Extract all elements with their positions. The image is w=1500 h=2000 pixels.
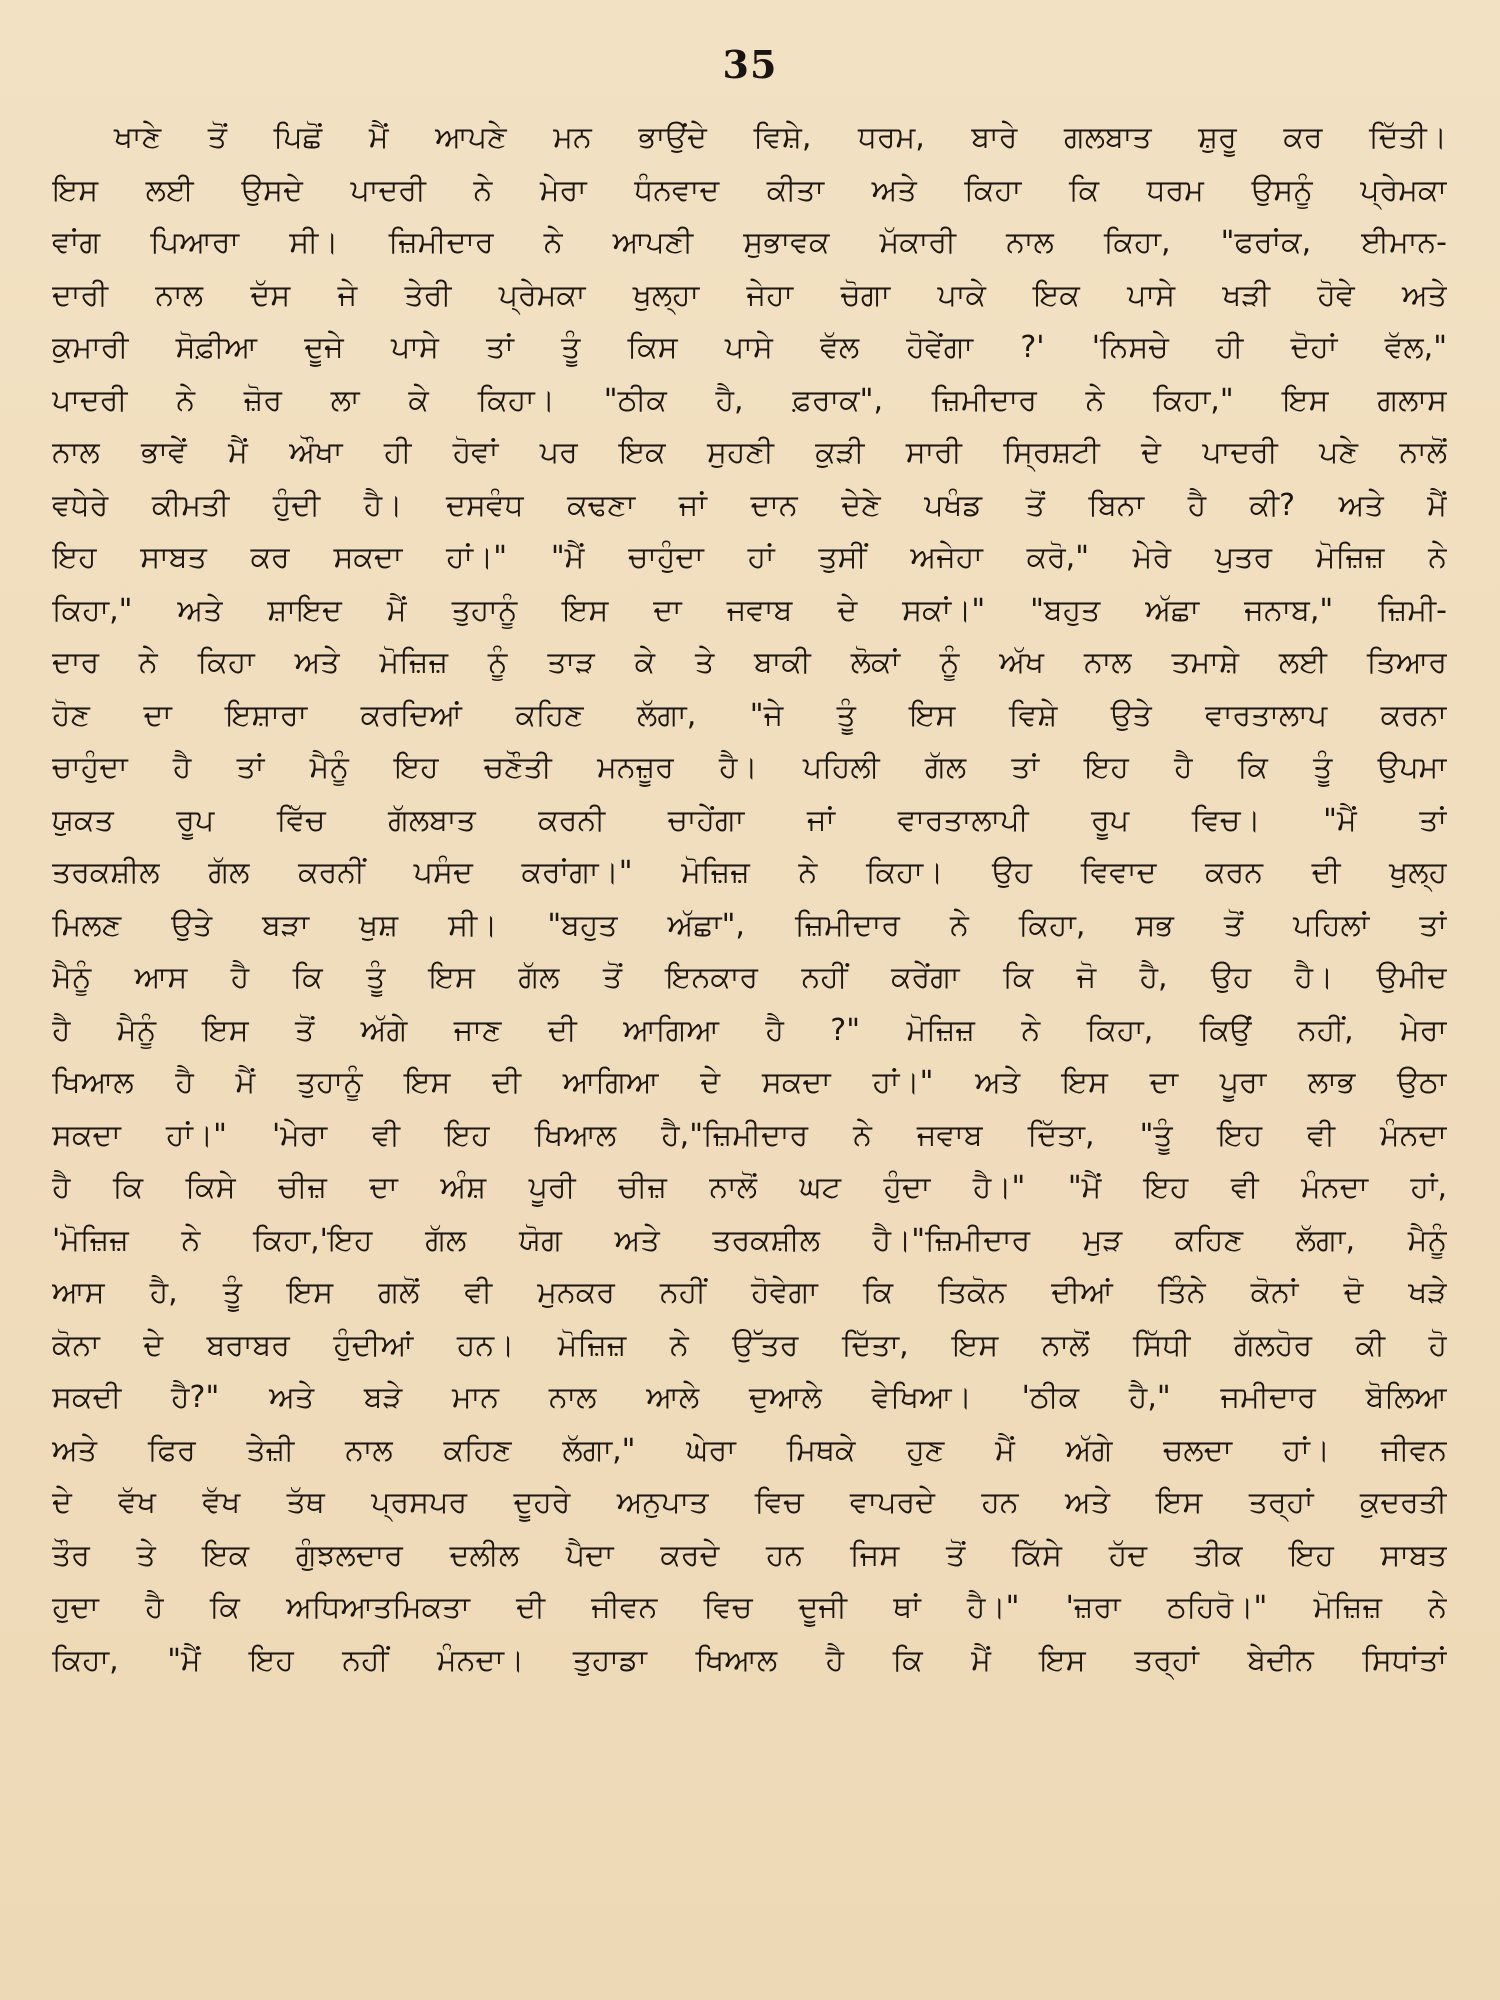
text-line: 'ਮੋਜ਼ਿਜ਼ ਨੇ ਕਿਹਾ,'ਇਹ ਗੱਲ ਯੋਗ ਅਤੇ ਤਰਕਸ਼ੀਲ ਹੈ।"ਜ਼ਿਮੀਦਾਰ ਮੁੜ ਕਹਿਣ ਲੱਗਾ, ਮੈਨੂੰ <box>52 1222 1447 1258</box>
text-line: ਚਾਹੁੰਦਾ ਹੈ ਤਾਂ ਮੈਨੂੰ ਇਹ ਚਣੌਤੀ ਮਨਜ਼ੂਰ ਹੈ। ਪਹਿਲੀ ਗੱਲ ਤਾਂ ਇਹ ਹੈ ਕਿ ਤੂੰ ਉਪਮਾ <box>52 750 1447 785</box>
text-line: ਖਾਣੇ ਤੋਂ ਪਿਛੋਂ ਮੈਂ ਆਪਣੇ ਮਨ ਭਾਉਂਦੇ ਵਿਸ਼ੇ, ਧਰਮ, ਬਾਰੇ ਗਲਬਾਤ ਸ਼ੁਰੂ ਕਰ ਦਿੱਤੀ। <box>114 120 1447 155</box>
text-line: ਕਿਹਾ," ਅਤੇ ਸ਼ਾਇਦ ਮੈਂ ਤੁਹਾਨੂੰ ਇਸ ਦਾ ਜਵਾਬ ਦੇ ਸਕਾਂ।" "ਬਹੁਤ ਅੱਛਾ ਜਨਾਬ," ਜ਼ਿਮੀ- <box>52 592 1447 628</box>
text-line: ਖਿਆਲ ਹੈ ਮੈਂ ਤੁਹਾਨੂੰ ਇਸ ਦੀ ਆਗਿਆ ਦੇ ਸਕਦਾ ਹਾਂ।" ਅਤੇ ਇਸ ਦਾ ਪੂਰਾ ਲਾਭ ਉਠਾ <box>52 1065 1447 1100</box>
text-line: ਅਤੇ ਫਿਰ ਤੇਜ਼ੀ ਨਾਲ ਕਹਿਣ ਲੱਗਾ," ਘੇਰਾ ਮਿਥਕੇ ਹੁਣ ਮੈਂ ਅੱਗੇ ਚਲਦਾ ਹਾਂ। ਜੀਵਨ <box>52 1432 1447 1468</box>
text-line: ਵਾਂਗ ਪਿਆਰਾ ਸੀ। ਜ਼ਿਮੀਦਾਰ ਨੇ ਆਪਣੀ ਸੁਭਾਵਕ ਮੱਕਾਰੀ ਨਾਲ ਕਿਹਾ, "ਫਰਾਂਕ, ਈਮਾਨ- <box>52 225 1447 260</box>
text-line: ਹੈ ਕਿ ਕਿਸੇ ਚੀਜ਼ ਦਾ ਅੰਸ਼ ਪੂਰੀ ਚੀਜ਼ ਨਾਲੋਂ ਘਟ ਹੁੰਦਾ ਹੈ।" "ਮੈਂ ਇਹ ਵੀ ਮੰਨਦਾ ਹਾਂ, <box>52 1170 1447 1205</box>
text-line: ਹੁਦਾ ਹੈ ਕਿ ਅਧਿਆਤਮਿਕਤਾ ਦੀ ਜੀਵਨ ਵਿਚ ਦੂਜੀ ਥਾਂ ਹੈ।" 'ਜ਼ਰਾ ਠਹਿਰੋ।" ਮੋਜ਼ਿਜ਼ ਨੇ <box>52 1590 1447 1625</box>
text-line: ਇਹ ਸਾਬਤ ਕਰ ਸਕਦਾ ਹਾਂ।" "ਮੈਂ ਚਾਹੁੰਦਾ ਹਾਂ ਤੁਸੀਂ ਅਜੇਹਾ ਕਰੋ," ਮੇਰੇ ਪੁਤਰ ਮੋਜ਼ਿਜ਼ ਨੇ <box>52 540 1447 575</box>
text-line: ਇਸ ਲਈ ਉਸਦੇ ਪਾਦਰੀ ਨੇ ਮੇਰਾ ਧੰਨਵਾਦ ਕੀਤਾ ਅਤੇ ਕਿਹਾ ਕਿ ਧਰਮ ਉਸਨੂੰ ਪ੍ਰੇਮਕਾ <box>52 172 1447 208</box>
text-line: ਕੁਮਾਰੀ ਸੋਫ਼ੀਆ ਦੂਜੇ ਪਾਸੇ ਤਾਂ ਤੂੰ ਕਿਸ ਪਾਸੇ ਵੱਲ ਹੋਵੇਂਗਾ ?' 'ਨਿਸਚੇ ਹੀ ਦੋਹਾਂ ਵੱਲ," <box>52 330 1447 365</box>
text-line: ਆਸ ਹੈ, ਤੂੰ ਇਸ ਗਲੋਂ ਵੀ ਮੁਨਕਰ ਨਹੀਂ ਹੋਵੇਗਾ ਕਿ ਤਿਕੋਨ ਦੀਆਂ ਤਿੰਨੇ ਕੋਨਾਂ ਦੋ ਖੜੇ <box>52 1275 1447 1310</box>
text-line: ਦਾਰ ਨੇ ਕਿਹਾ ਅਤੇ ਮੋਜ਼ਿਜ਼ ਨੂੰ ਤਾੜ ਕੇ ਤੇ ਬਾਕੀ ਲੋਕਾਂ ਨੂੰ ਅੱਖ ਨਾਲ ਤਮਾਸ਼ੇ ਲਈ ਤਿਆਰ <box>52 645 1447 680</box>
text-line: ਦਾਰੀ ਨਾਲ ਦੱਸ ਜੇ ਤੇਰੀ ਪ੍ਰੇਮਕਾ ਖੁਲ੍ਹਾ ਜੇਹਾ ਚੋਗਾ ਪਾਕੇ ਇਕ ਪਾਸੇ ਖੜੀ ਹੋਵੇ ਅਤੇ <box>52 277 1447 313</box>
text-line: ਮਿਲਣ ਉਤੇ ਬੜਾ ਖੁਸ਼ ਸੀ। "ਬਹੁਤ ਅੱਛਾ", ਜ਼ਿਮੀਦਾਰ ਨੇ ਕਿਹਾ, ਸਭ ਤੋਂ ਪਹਿਲਾਂ ਤਾਂ <box>52 907 1447 943</box>
text-line: ਵਧੇਰੇ ਕੀਮਤੀ ਹੁੰਦੀ ਹੈ। ਦਸਵੰਧ ਕਢਣਾ ਜਾਂ ਦਾਨ ਦੇਣੇ ਪਖੰਡ ਤੋਂ ਬਿਨਾ ਹੈ ਕੀ? ਅਤੇ ਮੈਂ <box>52 487 1447 523</box>
text-line: ਤੌਰ ਤੇ ਇਕ ਗੁੰਝਲਦਾਰ ਦਲੀਲ ਪੈਦਾ ਕਰਦੇ ਹਨ ਜਿਸ ਤੋਂ ਕਿੱਸੇ ਹੱਦ ਤੀਕ ਇਹ ਸਾਬਤ <box>52 1537 1447 1573</box>
text-line: ਸਕਦੀ ਹੈ?" ਅਤੇ ਬੜੇ ਮਾਨ ਨਾਲ ਆਲੇ ਦੁਆਲੇ ਵੇਖਿਆ। 'ਠੀਕ ਹੈ," ਜਮੀਦਾਰ ਬੋਲਿਆ <box>52 1380 1447 1415</box>
body-text <box>52 112 1447 1687</box>
text-line: ਸਕਦਾ ਹਾਂ।" 'ਮੇਰਾ ਵੀ ਇਹ ਖਿਆਲ ਹੈ,"ਜ਼ਿਮੀਦਾਰ ਨੇ ਜਵਾਬ ਦਿੱਤਾ, "ਤੂੰ ਇਹ ਵੀ ਮੰਨਦਾ <box>52 1117 1447 1153</box>
text-line: ਤਰਕਸ਼ੀਲ ਗੱਲ ਕਰਨੀਂ ਪਸੰਦ ਕਰਾਂਗਾ।" ਮੋਜ਼ਿਜ਼ ਨੇ ਕਿਹਾ। ਉਹ ਵਿਵਾਦ ਕਰਨ ਦੀ ਖੁਲ੍ਹ <box>52 855 1447 890</box>
text-line: ਯੁਕਤ ਰੂਪ ਵਿੱਚ ਗੱਲਬਾਤ ਕਰਨੀ ਚਾਹੇਂਗਾ ਜਾਂ ਵਾਰਤਾਲਾਪੀ ਰੂਪ ਵਿਚ। "ਮੈਂ ਤਾਂ <box>52 802 1447 838</box>
text-line: ਦੇ ਵੱਖ ਵੱਖ ਤੱਥ ਪ੍ਰਸਪਰ ਦੂਹਰੇ ਅਨੁਪਾਤ ਵਿਚ ਵਾਪਰਦੇ ਹਨ ਅਤੇ ਇਸ ਤਰ੍ਹਾਂ ਕੁਦਰਤੀ <box>52 1485 1447 1520</box>
page-number: 35 <box>722 42 778 87</box>
text-line: ਹੋਣ ਦਾ ਇਸ਼ਾਰਾ ਕਰਦਿਆਂ ਕਹਿਣ ਲੱਗਾ, "ਜੇ ਤੂੰ ਇਸ ਵਿਸ਼ੇ ਉਤੇ ਵਾਰਤਾਲਾਪ ਕਰਨਾ <box>52 697 1447 733</box>
text-line: ਹੈ ਮੈਨੂੰ ਇਸ ਤੋਂ ਅੱਗੇ ਜਾਣ ਦੀ ਆਗਿਆ ਹੈ ?" ਮੋਜ਼ਿਜ਼ ਨੇ ਕਿਹਾ, ਕਿਉਂ ਨਹੀਂ, ਮੇਰਾ <box>52 1012 1447 1048</box>
text-line: ਕੋਨਾ ਦੇ ਬਰਾਬਰ ਹੁੰਦੀਆਂ ਹਨ। ਮੋਜ਼ਿਜ਼ ਨੇ ਉੱਤਰ ਦਿੱਤਾ, ਇਸ ਨਾਲੋਂ ਸਿੱਧੀ ਗੱਲਹੋਰ ਕੀ ਹੋ <box>52 1327 1447 1363</box>
text-line: ਕਿਹਾ, "ਮੈਂ ਇਹ ਨਹੀਂ ਮੰਨਦਾ। ਤੁਹਾਡਾ ਖਿਆਲ ਹੈ ਕਿ ਮੈਂ ਇਸ ਤਰ੍ਹਾਂ ਬੇਦੀਨ ਸਿਧਾਂਤਾਂ <box>52 1642 1447 1678</box>
text-line: ਨਾਲ ਭਾਵੇਂ ਮੈਂ ਔਖਾ ਹੀ ਹੋਵਾਂ ਪਰ ਇਕ ਸੁਹਣੀ ਕੁੜੀ ਸਾਰੀ ਸ੍ਰਿਸ਼ਟੀ ਦੇ ਪਾਦਰੀ ਪਣੇ ਨਾਲੋਂ <box>52 435 1447 470</box>
text-line: ਪਾਦਰੀ ਨੇ ਜ਼ੋਰ ਲਾ ਕੇ ਕਿਹਾ। "ਠੀਕ ਹੈ, ਫ਼ਰਾਕ", ਜ਼ਿਮੀਦਾਰ ਨੇ ਕਿਹਾ," ਇਸ ਗਲਾਸ <box>52 382 1447 418</box>
text-line: ਮੈਨੂੰ ਆਸ ਹੈ ਕਿ ਤੂੰ ਇਸ ਗੱਲ ਤੋਂ ਇਨਕਾਰ ਨਹੀਂ ਕਰੇਂਗਾ ਕਿ ਜੋ ਹੈ, ਉਹ ਹੈ। ਉਮੀਦ <box>52 960 1447 995</box>
